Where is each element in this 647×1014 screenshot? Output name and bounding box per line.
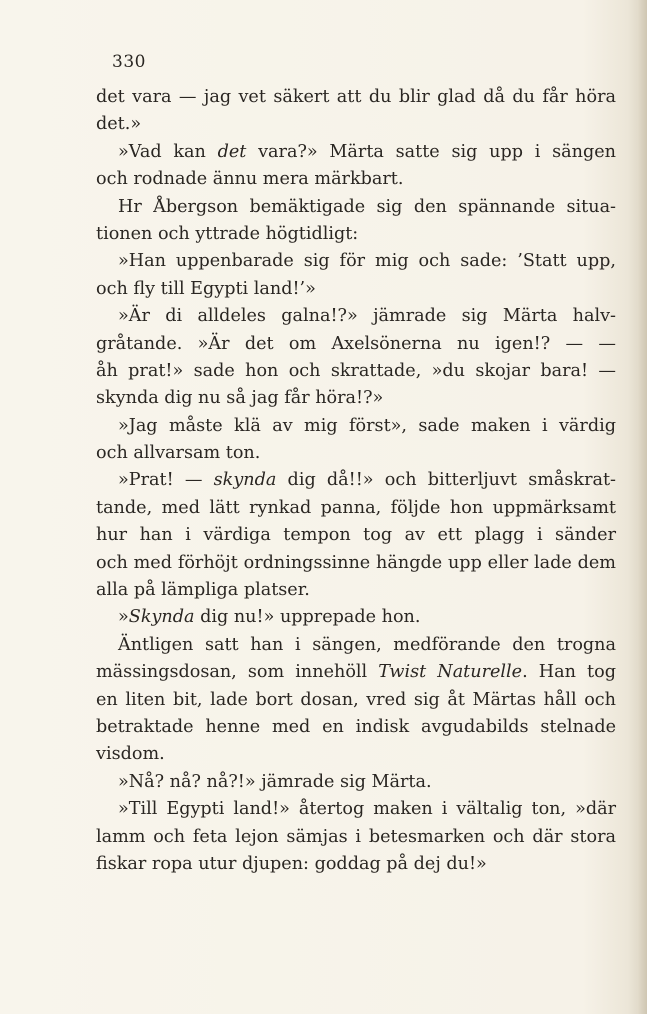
text-line: Hr Åbergson bemäktigade sig den spännande situa-: [118, 196, 616, 217]
text-line: en liten bit, lade bort dosan, vred sig åt Märtas håll och: [96, 689, 616, 710]
text-line: åh prat!» sade hon och skrattade, »du skojar bara! —: [96, 360, 616, 381]
text-line: »Till Egypti land!» återtog maken i vältalig ton, »där: [118, 799, 616, 820]
text-line: tande, med lätt rynkad panna, följde hon uppmärksamt: [96, 497, 616, 518]
text-line: tionen och yttrade högtidligt:: [96, 223, 359, 244]
text-line: och fly till Egypti land!’»: [96, 278, 316, 299]
text-line: »Prat! — skynda dig då!!» och bitterljuvt småskrat-: [118, 470, 617, 491]
text-line: lamm och feta lejon sämjas i betesmarken och där stora: [96, 826, 616, 847]
text-line: alla på lämpliga platser.: [96, 580, 310, 601]
text-line: hur han i värdiga tempon tog av ett plagg i sänder: [96, 525, 616, 546]
page-number: 330: [112, 52, 146, 72]
text-line: betraktade henne med en indisk avgudabilds stelnade: [96, 716, 616, 737]
text-line: det vara — jag vet säkert att du blir glad då du får höra: [96, 87, 616, 107]
text-line: det.»: [96, 114, 142, 135]
text-line: Äntligen satt han i sängen, medförande den trogna: [118, 634, 616, 655]
text-line: gråtande. »Är det om Axelsönerna nu igen!? — —: [96, 333, 616, 354]
text-line: fiskar ropa utur djupen: goddag på dej du!»: [96, 853, 487, 874]
text-line: mässingsdosan, som innehöll Twist Naturelle. Han tog: [96, 662, 616, 683]
text-line: »Är di alldeles galna!?» jämrade sig Märta halv-: [118, 306, 616, 327]
text-line: skynda dig nu så jag får höra!?»: [96, 388, 384, 409]
text-line: »Skynda dig nu!» upprepade hon.: [118, 607, 421, 628]
page-edge-shadow: [637, 0, 647, 1014]
text-line: och allvarsam ton.: [96, 443, 261, 464]
text-line: »Nå? nå? nå?!» jämrade sig Märta.: [118, 771, 432, 792]
text-line: »Vad kan det vara?» Märta satte sig upp i sängen: [118, 141, 616, 162]
text-line: visdom.: [96, 744, 165, 765]
text-line: och rodnade ännu mera märkbart.: [96, 169, 404, 190]
text-line: »Han uppenbarade sig för mig och sade: ’Statt upp,: [118, 251, 616, 272]
text-line: »Jag måste klä av mig först», sade maken i värdig: [118, 415, 616, 436]
body-text: [96, 84, 616, 878]
text-line: och med förhöjt ordningssinne hängde upp eller lade dem: [96, 552, 616, 573]
